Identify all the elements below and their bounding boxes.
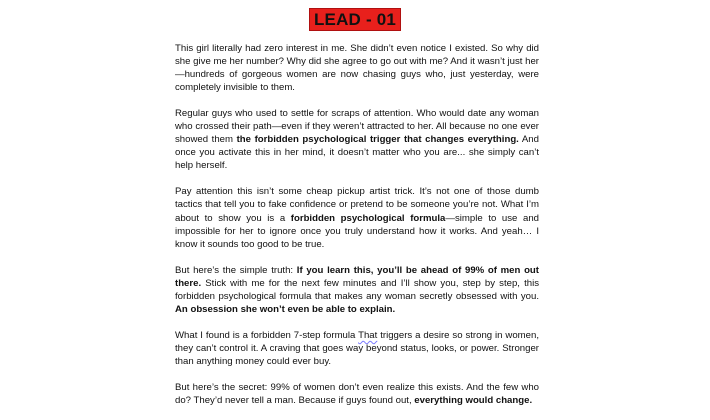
- bold-text: everything would change.: [414, 395, 533, 407]
- paragraph-4: [175, 264, 539, 316]
- text-segment: triggers a desire so strong in women, they can’t control it. A craving that goes way beyond status, looks, or power. Stronger than anything money could ever buy.: [175, 329, 539, 367]
- text-segment: This girl literally had zero interest in me. She didn’t even notice I existed. So why did she give me her number? Why did she agree to go out with me? And it wasn’t just her—hundreds of gorgeous women are now chasing guys who, just yesterday, were completely invisible to them.: [175, 43, 539, 94]
- paragraph-1: [175, 42, 539, 94]
- paragraph-3: [175, 185, 539, 250]
- text-segment: But here’s the simple truth:: [175, 264, 297, 276]
- text-segment: —simple to use and impossible for her to ignore once you truly understand how it works. And yeah… I know it sounds too good to be true.: [175, 212, 540, 250]
- paragraph-6: [175, 381, 539, 407]
- text-segment: Pay attention this isn’t some cheap pickup artist trick. It’s not one of those dumb tactics that tell you to fake confidence or pretend to be someone you’re not. What I’m about to show you is a: [175, 186, 539, 224]
- paragraph-5: [175, 329, 539, 368]
- bold-text: forbidden psychological formula: [290, 212, 446, 224]
- bold-text: An obsession she won’t even be able to explain.: [175, 303, 396, 315]
- text-segment: And once you activate this in her mind, it doesn’t matter who you are... she simply can’t help herself.: [175, 134, 539, 172]
- spellcheck-word: That: [358, 329, 378, 341]
- bold-text: the forbidden psychological trigger that changes everything.: [236, 134, 519, 146]
- document-title: LEAD - 01: [309, 8, 401, 31]
- paragraph-2: [175, 107, 539, 172]
- text-segment: But here’s the secret: 99% of women don’t even realize this exists. And the few who do? They’d never tell a man. Because if guys found out,: [175, 381, 539, 407]
- bold-text: If you learn this, you’ll be ahead of 99% of men out there.: [175, 264, 539, 289]
- title-wrap: [0, 8, 710, 31]
- text-segment: Stick with me for the next few minutes and I’ll show you, step by step, this forbidden psychological formula that makes any woman secretly obsessed with you.: [175, 277, 539, 302]
- text-segment: Regular guys who used to settle for scraps of attention. Who would date any woman who crossed their path—even if they weren’t attracted to her. All because no one ever showed them: [175, 108, 539, 146]
- document-body: [175, 42, 539, 420]
- text-segment: What I found is a forbidden 7-step formula: [175, 329, 359, 341]
